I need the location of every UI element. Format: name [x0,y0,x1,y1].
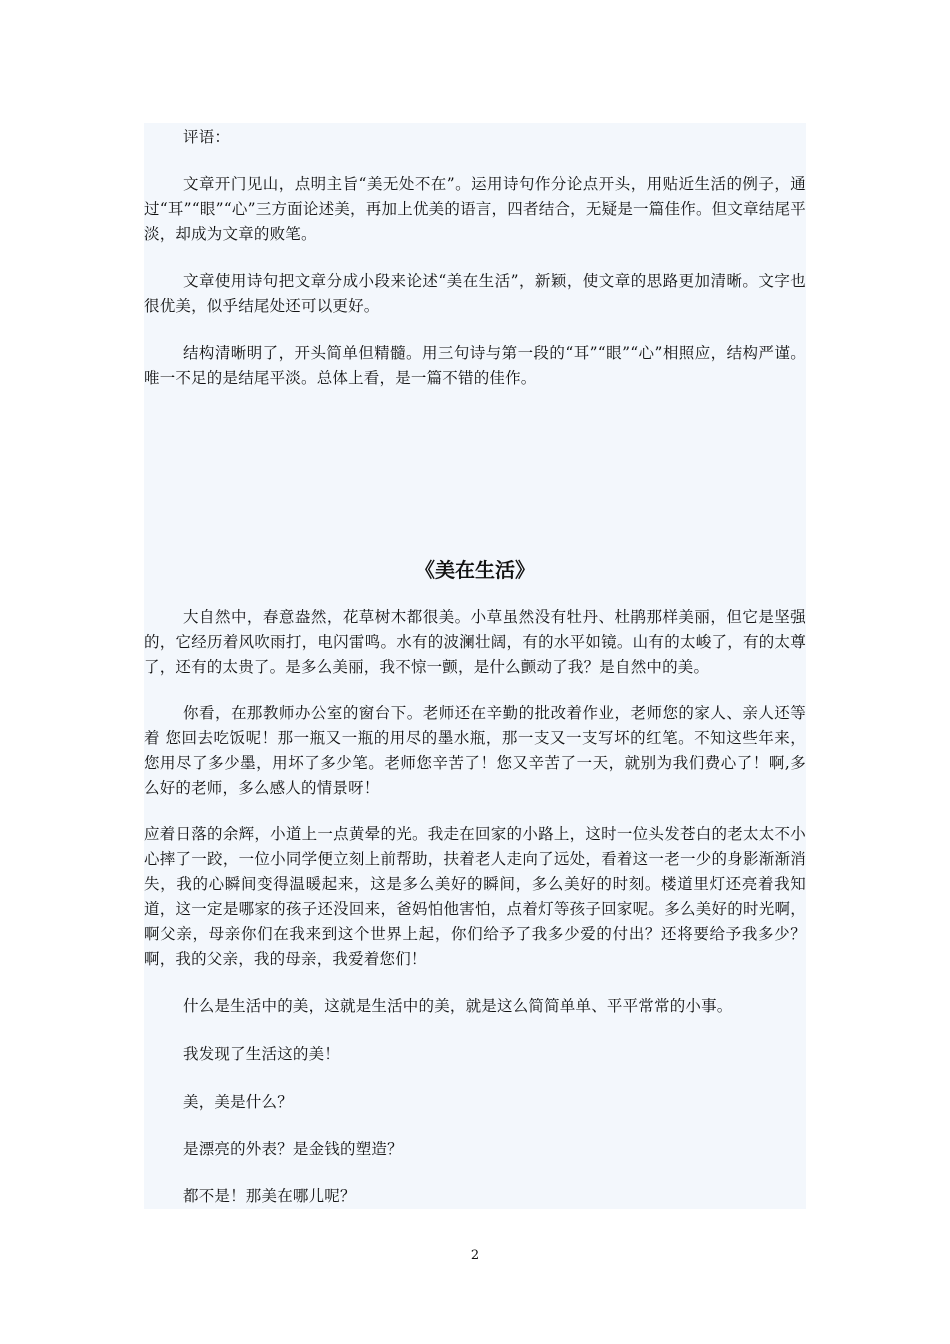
essay-paragraph-3: 应着日落的余辉，小道上一点黄晕的光。我走在回家的小路上，这时一位头发苍白的老太太不小心摔了一跤，一位小同学便立刻上前帮助，扶着老人走向了远处，看着这一老一少的身影渐渐消失，我的心瞬间变得温暖起来，这是多么美好的瞬间，多么美好的时刻。楼道里灯还亮着我知道，这一定是哪家的孩子还没回来，爸妈怕他害怕，点着灯等孩子回家呢。多么美好的时光啊，啊父亲，母亲你们在我来到这个世界上起，你们给予了我多少爱的付出？还将要给予我多少？啊，我的父亲，我的母亲，我爱着您们！ [144,825,806,968]
essay-section [144,544,806,1209]
comment-paragraph-1: 文章开门见山，点明主旨“美无处不在”。运用诗句作分论点开头，用贴近生活的例子，通过“耳”“眼”“心”三方面论述美，再加上优美的语言，四者结合，无疑是一篇佳作。但文章结尾平淡，却成为文章的败笔。 [144,175,806,243]
comments-heading: 评语： [183,128,231,146]
essay-paragraph-6: 美，美是什么？ [183,1093,293,1111]
essay-paragraph-1: 大自然中，春意盎然，花草树木都很美。小草虽然没有牡丹、杜鹃那样美丽，但它是坚强的，它经历着风吹雨打，电闪雷鸣。水有的波澜壮阔，有的水平如镜。山有的太峻了，有的太尊了，还有的太贵了。是多么美丽，我不惊一颤，是什么颤动了我？是自然中的美。 [144,608,806,676]
comment-paragraph-3: 结构清晰明了，开头简单但精髓。用三句诗与第一段的“耳”“眼”“心”相照应，结构严谨。唯一不足的是结尾平淡。总体上看，是一篇不错的佳作。 [144,344,806,387]
essay-paragraph-4: 什么是生活中的美，这就是生活中的美，就是这么简简单单、平平常常的小事。 [183,997,733,1015]
comment-paragraph-2: 文章使用诗句把文章分成小段来论述“美在生活”，新颖，使文章的思路更加清晰。文字也很优美，似乎结尾处还可以更好。 [144,272,806,315]
essay-paragraph-5: 我发现了生活这的美！ [183,1045,341,1063]
essay-paragraph-7: 是漂亮的外表？是金钱的塑造？ [183,1140,403,1158]
essay-title: 《美在生活》 [415,558,535,582]
comments-section [144,123,806,403]
page-number: 2 [470,1248,480,1263]
essay-paragraph-2: 你看，在那教师办公室的窗台下。老师还在辛勤的批改着作业，老师您的家人、亲人还等着 您回去吃饭呢！那一瓶又一瓶的用尽的墨水瓶，那一支又一支写坏的红笔。不知这些年来，您用尽了多少墨，用坏了多少笔。老师您辛苦了！您又辛苦了一天，就别为我们费心了！啊,多么好的老师，多么感人的情景呀！ [144,704,806,797]
essay-paragraph-8: 都不是！那美在哪儿呢？ [183,1187,356,1205]
blank-area [144,403,806,544]
